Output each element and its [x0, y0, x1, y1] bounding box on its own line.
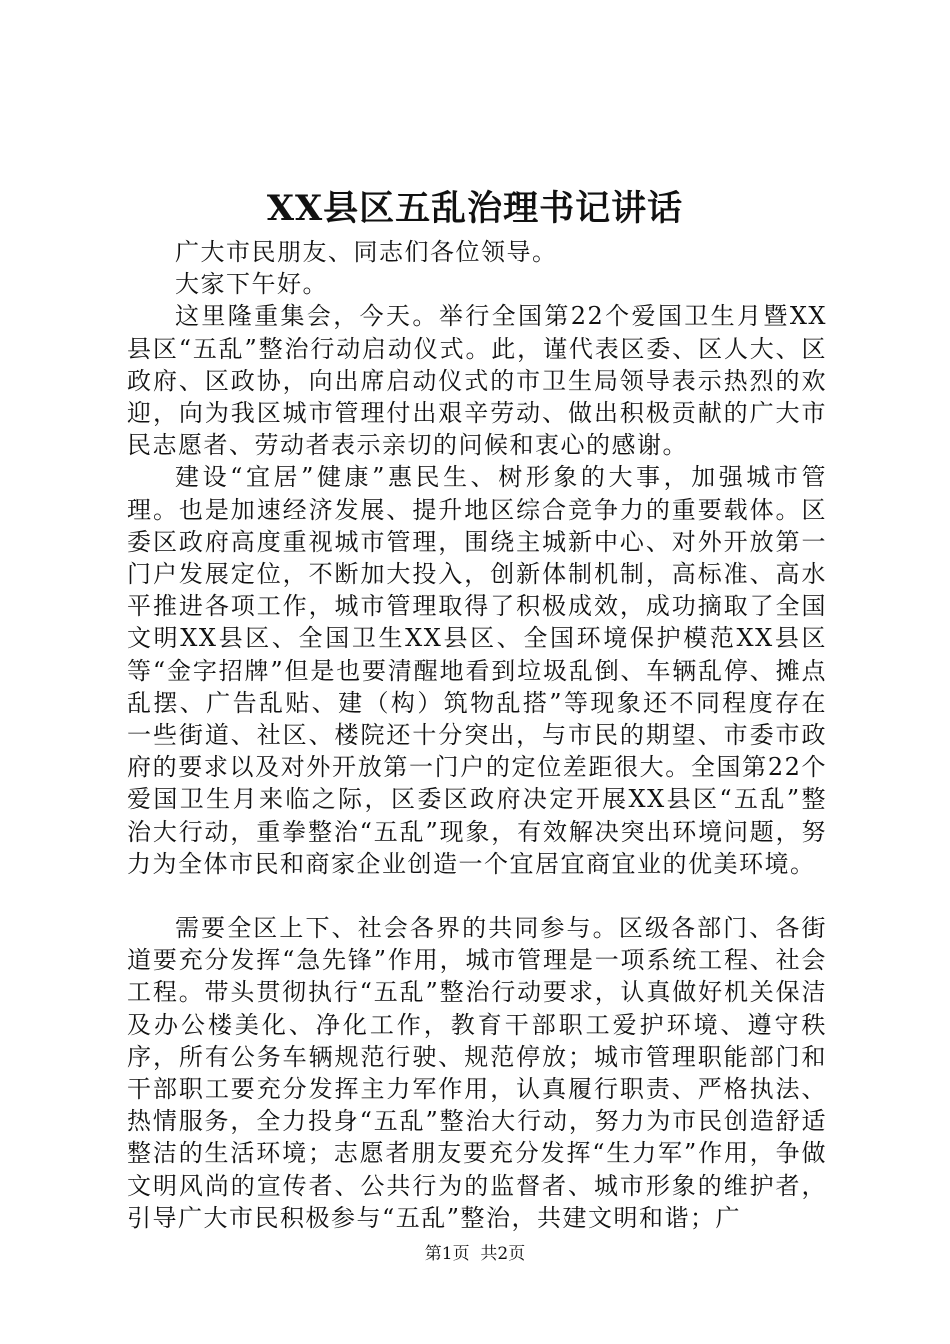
paragraph-salutation: 广大市民朋友、同志们各位领导。 — [175, 238, 558, 266]
footer-separator — [470, 1244, 481, 1264]
page-number: 第1页 — [424, 1244, 470, 1264]
page-footer — [0, 1242, 950, 1266]
paragraph-opening: 这里隆重集会，今天。举行全国第22个爱国卫生月暨XX县区“五乱”整治行动启动仪式。此，谨代表区委、区人大、区政府、区政协，向出席启动仪式的市卫生局领导表示热烈的欢迎，向为我区城市管理付出艰辛劳动、做出积极贡献的广大市民志愿者、劳动者表示亲切的问候和衷心的感谢。 — [127, 302, 827, 460]
paragraph-city-management: 建设“宜居”健康”惠民生、树形象的大事，加强城市管理。也是加速经济发展、提升地区综合竞争力的重要载体。区委区政府高度重视城市管理，围绕主城新中心、对外开放第一门户发展定位，不断加大投入，创新体制机制，高标准、高水平推进各项工作，城市管理取得了积极成效，成功摘取了全国文明XX县区、全国卫生XX县区、全国环境保护模范XX县区等“金字招牌”但是也要清醒地看到垃圾乱倒、车辆乱停、摊点乱摆、广告乱贴、建（构）筑物乱搭”等现象还不同程度存在一些街道、社区、楼院还十分突出，与市民的期望、市委市政府的要求以及对外开放第一门户的定位差距很大。全国第22个爱国卫生月来临之际，区委区政府决定开展XX县区“五乱”整治大行动，重拳整治“五乱”现象，有效解决突出环境问题，努力为全体市民和商家企业创造一个宜居宜商宜业的优美环境。 — [127, 463, 827, 878]
paragraph-participation: 需要全区上下、社会各界的共同参与。区级各部门、各街道要充分发挥“急先锋”作用，城市管理是一项系统工程、社会工程。带头贯彻执行“五乱”整治行动要求，认真做好机关保洁及办公楼美化、净化工作，教育干部职工爱护环境、遵守秩序，所有公务车辆规范行驶、规范停放；城市管理职能部门和干部职工要充分发挥主力军作用，认真履行职责、严格执法、热情服务，全力投身“五乱”整治大行动，努力为市民创造舒适整洁的生活环境；志愿者朋友要充分发挥“生力军”作用，争做文明风尚的宣传者、公共行为的监督者、城市形象的维护者，引导广大市民积极参与“五乱”整治，共建文明和谐；广 — [127, 914, 827, 1232]
page-total: 共2页 — [480, 1244, 526, 1264]
document-title: XX县区五乱治理书记讲话 — [266, 188, 684, 229]
paragraph-greeting: 大家下午好。 — [175, 270, 328, 299]
document-body — [127, 236, 827, 1234]
